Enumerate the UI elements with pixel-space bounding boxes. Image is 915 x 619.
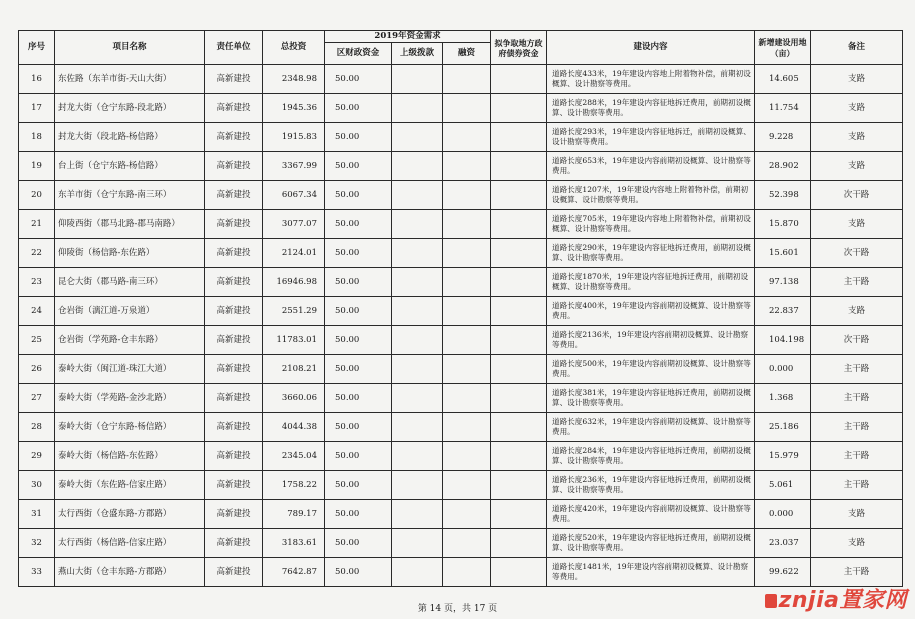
table-row	[19, 471, 903, 500]
cell-note: 次干路	[811, 181, 903, 210]
cell-unit: 高新建投	[205, 297, 263, 326]
cell-name: 燕山大街（仓丰东路-方郡路）	[55, 558, 205, 587]
cell-finance	[443, 471, 491, 500]
cell-content: 道路长度653米，19年建设内容前期初设概算、设计勘察等费用。	[547, 152, 755, 181]
cell-area: 0.000	[755, 355, 811, 384]
cell-name: 泰岭大街（闽江道-珠江大道）	[55, 355, 205, 384]
cell-content: 道路长度290米，19年建设内容征地拆迁费用，前期初设概算、设计勘察等费用。	[547, 239, 755, 268]
cell-unit: 高新建投	[205, 152, 263, 181]
cell-total: 2348.98	[263, 65, 325, 94]
cell-finance	[443, 413, 491, 442]
cell-upper	[392, 413, 443, 442]
cell-bond	[491, 123, 547, 152]
table-row	[19, 94, 903, 123]
cell-content: 道路长度705米，19年建设内容地上附着物补偿，前期初设概算、设计勘察等费用。	[547, 210, 755, 239]
cell-total: 1758.22	[263, 471, 325, 500]
cell-district: 50.00	[325, 239, 392, 268]
cell-content: 道路长度1481米，19年建设内容前期初设概算、设计勘察等费用。	[547, 558, 755, 587]
cell-bond	[491, 442, 547, 471]
cell-name: 台上街（仓宁东路-杨信路）	[55, 152, 205, 181]
cell-upper	[392, 471, 443, 500]
cell-note: 支路	[811, 94, 903, 123]
cell-bond	[491, 181, 547, 210]
cell-name: 泰岭大街（仓宁东路-杨信路）	[55, 413, 205, 442]
header-bond: 拟争取地方政府债券资金	[491, 31, 547, 65]
cell-note: 主干路	[811, 442, 903, 471]
cell-seq: 24	[19, 297, 55, 326]
cell-seq: 27	[19, 384, 55, 413]
cell-note: 次干路	[811, 326, 903, 355]
table-row	[19, 355, 903, 384]
table-body	[19, 65, 903, 587]
table-row	[19, 326, 903, 355]
cell-unit: 高新建投	[205, 500, 263, 529]
cell-district: 50.00	[325, 181, 392, 210]
cell-seq: 23	[19, 268, 55, 297]
table-row	[19, 268, 903, 297]
cell-bond	[491, 152, 547, 181]
cell-unit: 高新建投	[205, 210, 263, 239]
header-total: 总投资	[263, 31, 325, 65]
cell-unit: 高新建投	[205, 94, 263, 123]
header-seq: 序号	[19, 31, 55, 65]
cell-total: 2345.04	[263, 442, 325, 471]
cell-seq: 29	[19, 442, 55, 471]
cell-total: 2124.01	[263, 239, 325, 268]
cell-name: 泰岭大街（东佐路-信家庄路）	[55, 471, 205, 500]
cell-finance	[443, 384, 491, 413]
table-row	[19, 442, 903, 471]
cell-bond	[491, 297, 547, 326]
cell-note: 支路	[811, 123, 903, 152]
cell-upper	[392, 384, 443, 413]
cell-upper	[392, 297, 443, 326]
cell-unit: 高新建投	[205, 355, 263, 384]
cell-name: 泰岭大街（学苑路-金沙北路）	[55, 384, 205, 413]
cell-area: 99.622	[755, 558, 811, 587]
cell-seq: 26	[19, 355, 55, 384]
cell-bond	[491, 384, 547, 413]
table-header	[19, 31, 903, 65]
cell-district: 50.00	[325, 500, 392, 529]
cell-note: 支路	[811, 297, 903, 326]
cell-seq: 18	[19, 123, 55, 152]
cell-name: 太行西街（仓盛东路-方郡路）	[55, 500, 205, 529]
cell-upper	[392, 326, 443, 355]
cell-district: 50.00	[325, 442, 392, 471]
cell-district: 50.00	[325, 210, 392, 239]
cell-name: 东佐路（东羊市街-天山大街）	[55, 65, 205, 94]
header-district: 区财政资金	[325, 43, 392, 65]
cell-area: 25.186	[755, 413, 811, 442]
cell-seq: 21	[19, 210, 55, 239]
cell-total: 3660.06	[263, 384, 325, 413]
cell-note: 主干路	[811, 384, 903, 413]
cell-upper	[392, 558, 443, 587]
cell-seq: 16	[19, 65, 55, 94]
page-footer: 第 14 页，共 17 页	[417, 604, 498, 614]
cell-bond	[491, 326, 547, 355]
cell-seq: 33	[19, 558, 55, 587]
header-name: 项目名称	[55, 31, 205, 65]
cell-area: 104.198	[755, 326, 811, 355]
cell-content: 道路长度284米，19年建设内容征地拆迁费用，前期初设概算、设计勘察等费用。	[547, 442, 755, 471]
cell-content: 道路长度2136米，19年建设内容前期初设概算、设计勘察等费用。	[547, 326, 755, 355]
cell-content: 道路长度520米，19年建设内容征地拆迁费用，前期初设概算、设计勘察等费用。	[547, 529, 755, 558]
cell-finance	[443, 326, 491, 355]
cell-content: 道路长度1207米，19年建设内容地上附着物补偿，前期初设概算、设计勘察等费用。	[547, 181, 755, 210]
cell-finance	[443, 239, 491, 268]
cell-district: 50.00	[325, 558, 392, 587]
table-row	[19, 152, 903, 181]
cell-area: 23.037	[755, 529, 811, 558]
cell-bond	[491, 65, 547, 94]
cell-note: 支路	[811, 500, 903, 529]
cell-total: 4044.38	[263, 413, 325, 442]
cell-total: 2108.21	[263, 355, 325, 384]
cell-bond	[491, 239, 547, 268]
cell-seq: 31	[19, 500, 55, 529]
cell-total: 2551.29	[263, 297, 325, 326]
table-row	[19, 210, 903, 239]
cell-bond	[491, 355, 547, 384]
cell-finance	[443, 529, 491, 558]
cell-finance	[443, 123, 491, 152]
cell-unit: 高新建投	[205, 558, 263, 587]
cell-note: 支路	[811, 210, 903, 239]
cell-unit: 高新建投	[205, 239, 263, 268]
cell-content: 道路长度500米，19年建设内容前期初设概算、设计勘察等费用。	[547, 355, 755, 384]
cell-district: 50.00	[325, 94, 392, 123]
cell-unit: 高新建投	[205, 123, 263, 152]
cell-finance	[443, 152, 491, 181]
cell-district: 50.00	[325, 529, 392, 558]
cell-upper	[392, 65, 443, 94]
cell-area: 0.000	[755, 500, 811, 529]
cell-area: 22.837	[755, 297, 811, 326]
cell-finance	[443, 210, 491, 239]
cell-note: 支路	[811, 152, 903, 181]
header-area: 新增建设用地（亩）	[755, 31, 811, 65]
cell-note: 次干路	[811, 239, 903, 268]
cell-seq: 17	[19, 94, 55, 123]
cell-name: 仰陵街（杨信路-东佐路）	[55, 239, 205, 268]
cell-area: 97.138	[755, 268, 811, 297]
cell-upper	[392, 442, 443, 471]
cell-finance	[443, 297, 491, 326]
cell-area: 5.061	[755, 471, 811, 500]
cell-seq: 30	[19, 471, 55, 500]
cell-seq: 25	[19, 326, 55, 355]
cell-total: 1945.36	[263, 94, 325, 123]
cell-note: 主干路	[811, 413, 903, 442]
cell-upper	[392, 152, 443, 181]
cell-district: 50.00	[325, 268, 392, 297]
cell-content: 道路长度1870米，19年建设内容征地拆迁费用，前期初设概算、设计勘察等费用。	[547, 268, 755, 297]
cell-total: 1915.83	[263, 123, 325, 152]
cell-seq: 19	[19, 152, 55, 181]
header-content: 建设内容	[547, 31, 755, 65]
cell-note: 主干路	[811, 558, 903, 587]
cell-content: 道路长度632米，19年建设内容前期初设概算、设计勘察等费用。	[547, 413, 755, 442]
cell-unit: 高新建投	[205, 413, 263, 442]
cell-bond	[491, 471, 547, 500]
cell-note: 主干路	[811, 471, 903, 500]
cell-area: 28.902	[755, 152, 811, 181]
cell-area: 11.754	[755, 94, 811, 123]
cell-note: 主干路	[811, 355, 903, 384]
cell-area: 1.368	[755, 384, 811, 413]
cell-unit: 高新建投	[205, 326, 263, 355]
cell-unit: 高新建投	[205, 529, 263, 558]
cell-upper	[392, 529, 443, 558]
cell-seq: 32	[19, 529, 55, 558]
cell-content: 道路长度420米，19年建设内容前期初设概算、设计勘察等费用。	[547, 500, 755, 529]
cell-content: 道路长度288米，19年建设内容征地拆迁费用，前期初设概算、设计勘察等费用。	[547, 94, 755, 123]
cell-unit: 高新建投	[205, 471, 263, 500]
watermark-logo	[765, 583, 907, 614]
header-funding-group: 2019年资金需求	[325, 31, 491, 43]
cell-name: 仓岩街（漓江道-万泉道）	[55, 297, 205, 326]
watermark-text: znjia置家网	[778, 588, 907, 613]
cell-content: 道路长度400米，19年建设内容前期初设概算、设计勘察等费用。	[547, 297, 755, 326]
cell-district: 50.00	[325, 326, 392, 355]
cell-district: 50.00	[325, 355, 392, 384]
cell-note: 主干路	[811, 268, 903, 297]
cell-upper	[392, 500, 443, 529]
cell-content: 道路长度381米，19年建设内容征地拆迁费用，前期初设概算、设计勘察等费用。	[547, 384, 755, 413]
table-row	[19, 297, 903, 326]
cell-total: 3367.99	[263, 152, 325, 181]
cell-total: 3077.07	[263, 210, 325, 239]
cell-content: 道路长度236米，19年建设内容征地拆迁费用，前期初设概算、设计勘察等费用。	[547, 471, 755, 500]
cell-bond	[491, 268, 547, 297]
cell-content: 道路长度293米，19年建设内容征地拆迁，前期初设概算、设计勘察等费用。	[547, 123, 755, 152]
cell-area: 15.870	[755, 210, 811, 239]
cell-name: 仓岩街（学苑路-仓丰东路）	[55, 326, 205, 355]
cell-total: 3183.61	[263, 529, 325, 558]
cell-upper	[392, 181, 443, 210]
cell-area: 15.601	[755, 239, 811, 268]
cell-area: 9.228	[755, 123, 811, 152]
table-row	[19, 239, 903, 268]
cell-note: 支路	[811, 65, 903, 94]
cell-upper	[392, 355, 443, 384]
table-row	[19, 181, 903, 210]
cell-finance	[443, 268, 491, 297]
cell-note: 支路	[811, 529, 903, 558]
cell-district: 50.00	[325, 297, 392, 326]
cell-unit: 高新建投	[205, 384, 263, 413]
cell-total: 11783.01	[263, 326, 325, 355]
cell-name: 太行西街（杨信路-信家庄路）	[55, 529, 205, 558]
cell-content: 道路长度433米，19年建设内容地上附着物补偿，前期初设概算、设计勘察等费用。	[547, 65, 755, 94]
table-row	[19, 123, 903, 152]
cell-total: 6067.34	[263, 181, 325, 210]
header-finance: 融资	[443, 43, 491, 65]
cell-upper	[392, 210, 443, 239]
cell-district: 50.00	[325, 152, 392, 181]
cell-area: 14.605	[755, 65, 811, 94]
cell-name: 东羊市街（仓宁东路-南三环）	[55, 181, 205, 210]
cell-district: 50.00	[325, 123, 392, 152]
cell-total: 16946.98	[263, 268, 325, 297]
cell-seq: 22	[19, 239, 55, 268]
cell-district: 50.00	[325, 384, 392, 413]
cell-finance	[443, 500, 491, 529]
table-row	[19, 384, 903, 413]
cell-unit: 高新建投	[205, 65, 263, 94]
cell-total: 789.17	[263, 500, 325, 529]
cell-unit: 高新建投	[205, 181, 263, 210]
cell-name: 泰岭大街（杨信路-东佐路）	[55, 442, 205, 471]
header-note: 备注	[811, 31, 903, 65]
table-row	[19, 500, 903, 529]
cell-bond	[491, 558, 547, 587]
cell-finance	[443, 355, 491, 384]
header-unit: 责任单位	[205, 31, 263, 65]
cell-finance	[443, 65, 491, 94]
table-row	[19, 529, 903, 558]
cell-finance	[443, 442, 491, 471]
cell-seq: 28	[19, 413, 55, 442]
cell-district: 50.00	[325, 413, 392, 442]
cell-upper	[392, 239, 443, 268]
cell-name: 封龙大街（段北路-杨信路）	[55, 123, 205, 152]
cell-unit: 高新建投	[205, 442, 263, 471]
cell-bond	[491, 413, 547, 442]
table-row	[19, 65, 903, 94]
cell-name: 仰陵西街（郡马北路-郡马南路）	[55, 210, 205, 239]
cell-finance	[443, 558, 491, 587]
cell-unit: 高新建投	[205, 268, 263, 297]
funding-table	[18, 30, 903, 587]
cell-upper	[392, 268, 443, 297]
cell-area: 52.398	[755, 181, 811, 210]
cell-bond	[491, 500, 547, 529]
cell-name: 昆仑大街（郡马路-南三环）	[55, 268, 205, 297]
header-upper: 上级拨款	[392, 43, 443, 65]
cell-seq: 20	[19, 181, 55, 210]
cell-district: 50.00	[325, 65, 392, 94]
cell-area: 15.979	[755, 442, 811, 471]
cell-bond	[491, 210, 547, 239]
cell-district: 50.00	[325, 471, 392, 500]
cell-total: 7642.87	[263, 558, 325, 587]
cell-finance	[443, 181, 491, 210]
cell-name: 封龙大街（仓宁东路-段北路）	[55, 94, 205, 123]
cell-bond	[491, 94, 547, 123]
cell-upper	[392, 94, 443, 123]
house-icon	[765, 594, 777, 608]
cell-bond	[491, 529, 547, 558]
cell-upper	[392, 123, 443, 152]
table-row	[19, 413, 903, 442]
cell-finance	[443, 94, 491, 123]
